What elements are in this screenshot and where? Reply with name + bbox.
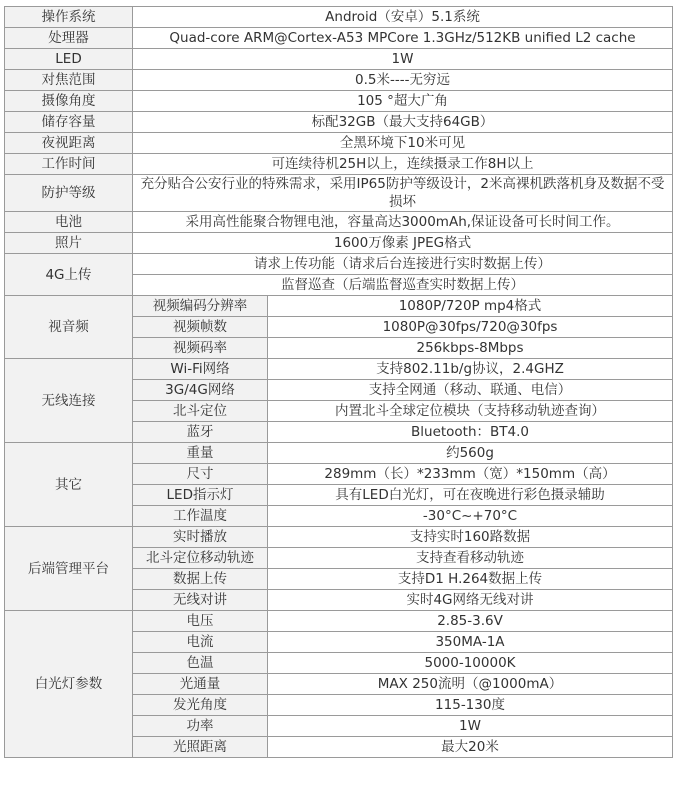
spec-sublabel: 电流: [133, 632, 268, 653]
spec-value: 支持查看移动轨迹: [268, 548, 673, 569]
spec-value: Quad-core ARM@Cortex-A53 MPCore 1.3GHz/512KB unified L2 cache: [133, 28, 673, 49]
spec-row: [5, 233, 673, 254]
spec-value: 1W: [133, 49, 673, 70]
spec-value: 1W: [268, 716, 673, 737]
spec-label: 工作时间: [5, 154, 133, 175]
spec-row: [5, 296, 673, 317]
spec-value: 1080P/720P mp4格式: [268, 296, 673, 317]
spec-group-label: 无线连接: [5, 359, 133, 443]
spec-row: [5, 443, 673, 464]
spec-value: 最大20米: [268, 737, 673, 758]
spec-value: 具有LED白光灯，可在夜晚进行彩色摄录辅助: [268, 485, 673, 506]
spec-label: 电池: [5, 212, 133, 233]
spec-label: 照片: [5, 233, 133, 254]
spec-value: 350MA-1A: [268, 632, 673, 653]
spec-value: Bluetooth：BT4.0: [268, 422, 673, 443]
spec-label: 夜视距离: [5, 133, 133, 154]
spec-sublabel: 光通量: [133, 674, 268, 695]
spec-value: 5000-10000K: [268, 653, 673, 674]
spec-value: 支持实时160路数据: [268, 527, 673, 548]
spec-value: 支持D1 H.264数据上传: [268, 569, 673, 590]
spec-value: 标配32GB（最大支持64GB）: [133, 112, 673, 133]
spec-label: 处理器: [5, 28, 133, 49]
spec-row: [5, 49, 673, 70]
spec-sublabel: 数据上传: [133, 569, 268, 590]
spec-label: 储存容量: [5, 112, 133, 133]
spec-sublabel: 功率: [133, 716, 268, 737]
spec-row: [5, 175, 673, 212]
spec-value: 实时4G网络无线对讲: [268, 590, 673, 611]
spec-group-label: 白光灯参数: [5, 611, 133, 758]
spec-value: 约560g: [268, 443, 673, 464]
spec-sublabel: 无线对讲: [133, 590, 268, 611]
spec-label: 摄像角度: [5, 91, 133, 112]
spec-group-label: 其它: [5, 443, 133, 527]
spec-row: [5, 133, 673, 154]
spec-row: [5, 611, 673, 632]
spec-sublabel: 北斗定位: [133, 401, 268, 422]
spec-sublabel: 3G/4G网络: [133, 380, 268, 401]
spec-table-body: [5, 7, 673, 758]
spec-label: 操作系统: [5, 7, 133, 28]
spec-row: [5, 70, 673, 91]
spec-value: -30°C~+70°C: [268, 506, 673, 527]
spec-label: LED: [5, 49, 133, 70]
spec-value: 可连续待机25H以上，连续摄录工作8H以上: [133, 154, 673, 175]
spec-row: [5, 91, 673, 112]
spec-row: [5, 254, 673, 275]
spec-group-label: 视音频: [5, 296, 133, 359]
spec-label: 防护等级: [5, 175, 133, 212]
spec-value: 支持802.11b/g协议，2.4GHZ: [268, 359, 673, 380]
spec-sublabel: 色温: [133, 653, 268, 674]
spec-value: 289mm（长）*233mm（宽）*150mm（高）: [268, 464, 673, 485]
spec-row: [5, 112, 673, 133]
spec-sublabel: 视频帧数: [133, 317, 268, 338]
spec-sublabel: 视频码率: [133, 338, 268, 359]
spec-value: 请求上传功能（请求后台连接进行实时数据上传）: [133, 254, 673, 275]
spec-sublabel: 重量: [133, 443, 268, 464]
spec-value: 105 °超大广角: [133, 91, 673, 112]
spec-row: [5, 527, 673, 548]
spec-value: MAX 250流明（@1000mA）: [268, 674, 673, 695]
spec-value: 256kbps-8Mbps: [268, 338, 673, 359]
spec-value: 采用高性能聚合物锂电池，容量高达3000mAh,保证设备可长时间工作。: [133, 212, 673, 233]
spec-value: 内置北斗全球定位模块（支持移动轨迹查询）: [268, 401, 673, 422]
spec-value: 监督巡查（后端监督巡查实时数据上传）: [133, 275, 673, 296]
spec-value: 全黑环境下10米可见: [133, 133, 673, 154]
spec-sublabel: 工作温度: [133, 506, 268, 527]
spec-row: [5, 28, 673, 49]
spec-value: Android（安卓）5.1系统: [133, 7, 673, 28]
spec-group-label: 4G上传: [5, 254, 133, 296]
spec-sublabel: 视频编码分辨率: [133, 296, 268, 317]
spec-sublabel: 蓝牙: [133, 422, 268, 443]
spec-row: [5, 7, 673, 28]
spec-value: 1080P@30fps/720@30fps: [268, 317, 673, 338]
spec-row: [5, 359, 673, 380]
spec-sublabel: 电压: [133, 611, 268, 632]
spec-row: [5, 154, 673, 175]
spec-value: 支持全网通（移动、联通、电信）: [268, 380, 673, 401]
spec-group-label: 后端管理平台: [5, 527, 133, 611]
spec-value: 2.85-3.6V: [268, 611, 673, 632]
spec-sublabel: 发光角度: [133, 695, 268, 716]
spec-value: 115-130度: [268, 695, 673, 716]
spec-label: 对焦范围: [5, 70, 133, 91]
spec-sublabel: Wi-Fi网络: [133, 359, 268, 380]
spec-row: [5, 212, 673, 233]
spec-value: 充分贴合公安行业的特殊需求，采用IP65防护等级设计，2米高裸机跌落机身及数据不受损坏: [133, 175, 673, 212]
spec-sublabel: 尺寸: [133, 464, 268, 485]
spec-sublabel: 光照距离: [133, 737, 268, 758]
spec-table: [4, 6, 673, 758]
spec-value: 1600万像素 JPEG格式: [133, 233, 673, 254]
spec-sublabel: 北斗定位移动轨迹: [133, 548, 268, 569]
spec-value: 0.5米----无穷远: [133, 70, 673, 91]
spec-sublabel: LED指示灯: [133, 485, 268, 506]
spec-sublabel: 实时播放: [133, 527, 268, 548]
